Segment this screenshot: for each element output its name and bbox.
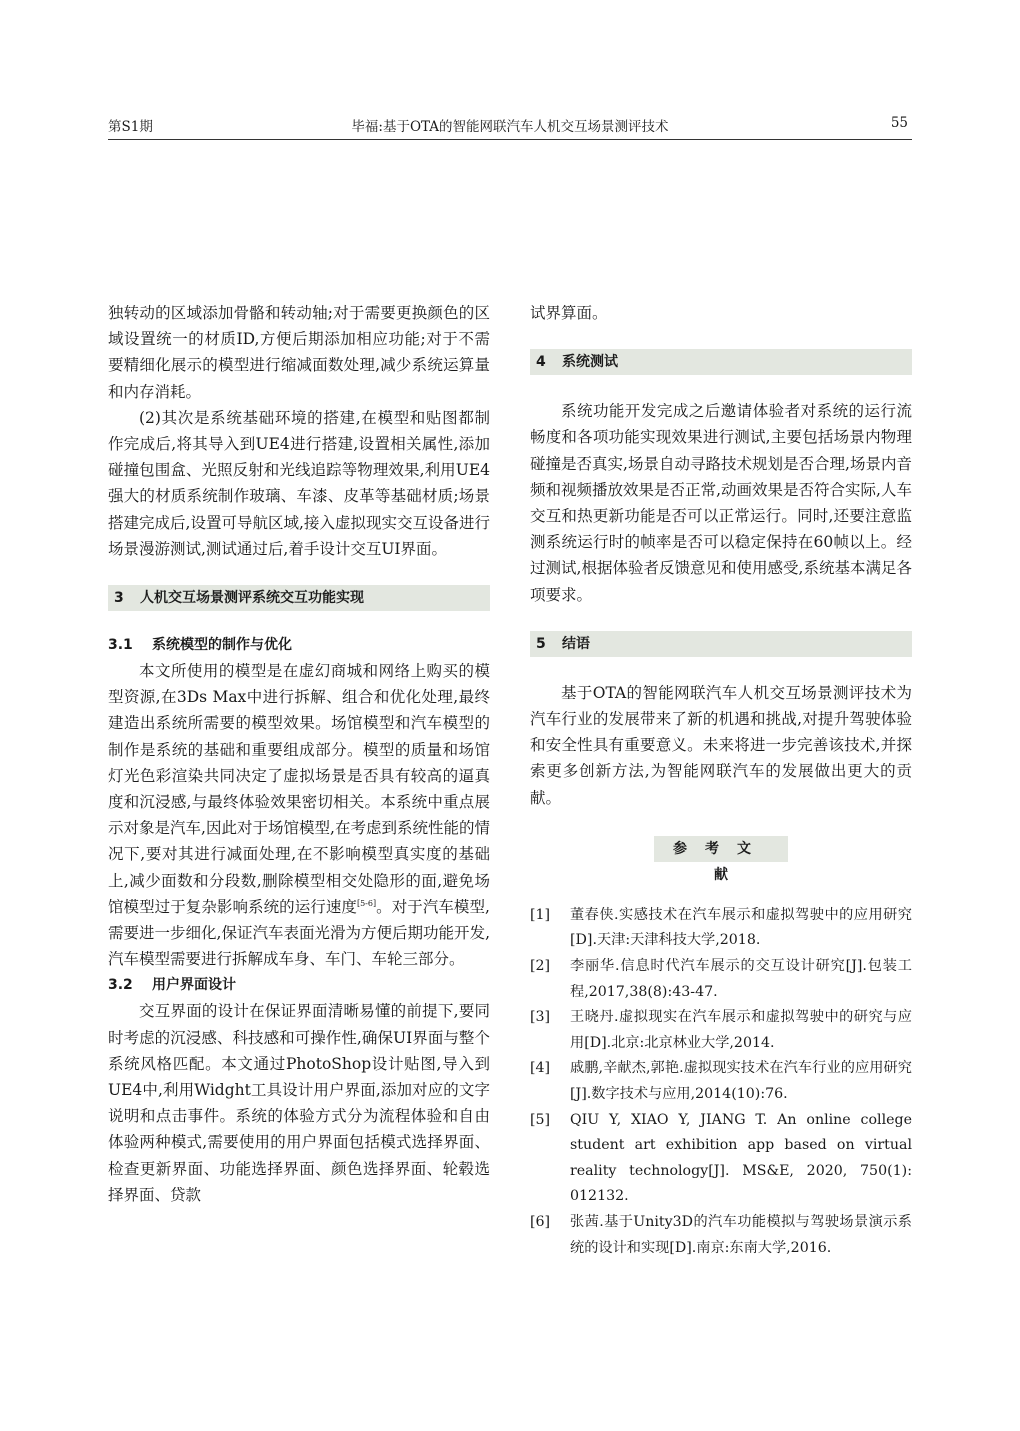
reference-number: [2] bbox=[530, 958, 551, 975]
paragraph-environment-setup: (2)其次是系统基础环境的搭建,在模型和贴图都制作完成后,将其导入到UE4进行搭建,设置相关属性,添加碰撞包围盒、光照反射和光线追踪等物理效果,利用UE4强大的材质系统制作玻璃、车漆、皮革等基础材质;场景搭建完成后,设置可导航区域,接入虚拟现实交互设备进行场景漫游测试,测试通过后,着手设计交互UI界面。 bbox=[108, 408, 490, 558]
subsection-heading-3-2 bbox=[108, 972, 490, 998]
section-heading-3 bbox=[108, 585, 490, 611]
section-heading-4 bbox=[530, 349, 912, 375]
reference-item bbox=[530, 903, 912, 954]
paragraph-text: 本文所使用的模型是在虚幻商城和网络上购买的模型资源,在3Ds Max中进行拆解、组合和优化处理,最终建造出系统所需要的模型效果。场馆模型和汽车模型的制作是系统的基础和重要组成部分。模型的质量和场馆灯光色彩渲染共同决定了虚拟场景是否具有较高的逼真度和沉浸感,与最终体验效果密切相关。本系统中重点展示对象是汽车,因此对于场馆模型,在考虑到系统性能的情况下,要对其进行减面处理,在不影响模型真实度的基础上,减少面数和分段数,删除模型相交处隐形的面,避免场馆模型过于复杂影响系统的运行速度 bbox=[108, 662, 490, 916]
reference-item bbox=[530, 1108, 912, 1210]
paragraph-model-making bbox=[108, 658, 490, 972]
citation: [5-6] bbox=[356, 898, 377, 908]
running-title: 毕福:基于OTA的智能网联汽车人机交互场景测评技术 bbox=[351, 119, 669, 135]
reference-number: [5] bbox=[530, 1111, 551, 1128]
right-column bbox=[530, 300, 912, 1261]
references-heading bbox=[530, 836, 912, 883]
page-number: 55 bbox=[890, 115, 908, 131]
paragraph-continuation: 独转动的区域添加骨骼和转动轴;对于需要更换颜色的区域设置统一的材质ID,方便后期添加相应功能;对于不需要精细化展示的模型进行缩减面数处理,减少系统运算量和内存消耗。 bbox=[108, 304, 490, 401]
paragraph-ui-design: 交互界面的设计在保证界面清晰易懂的前提下,要同时考虑的沉浸感、科技感和可操作性,确保UI界面与整个系统风格匹配。本文通过PhotoShop设计贴图,导入到UE4中,利用Widght工具设计用户界面,添加对应的文字说明和点击事件。系统的体验方式分为流程体验和自由体验两种模式,需要使用的用户界面包括模式选择界面、检查更新界面、功能选择界面、颜色选择界面、轮毂选择界面、贷款 bbox=[108, 1002, 490, 1204]
reference-text: 张茜.基于Unity3D的汽车功能模拟与驾驶场景演示系统的设计和实现[D].南京:东南大学,2016. bbox=[570, 1213, 912, 1256]
reference-item bbox=[530, 954, 912, 1005]
subsection-number: 3.2 bbox=[108, 977, 133, 994]
section-number: 4 bbox=[536, 354, 546, 371]
references-title: 参考文献 bbox=[654, 836, 788, 862]
paragraph-text: 。对于汽车模型,需要进一步细化,保证汽车表面光滑为方便后期功能开发,汽车模型需要进行拆解成车身、车门、车轮三部分。 bbox=[108, 897, 490, 969]
section-title: 系统测试 bbox=[562, 354, 618, 371]
reference-item bbox=[530, 1056, 912, 1107]
paragraph-system-testing: 系统功能开发完成之后邀请体验者对系统的运行流畅度和各项功能实现效果进行测试,主要包括场景内物理碰撞是否真实,场景自动寻路技术规划是否合理,场景内音频和视频播放效果是否正常,动画效果是否符合实际,人车交互和热更新功能是否可以正常运行。同时,还要注意监测系统运行时的帧率是否可以稳定保持在60帧以上。经过测试,根据体验者反馈意见和使用感受,系统基本满足各项要求。 bbox=[530, 402, 912, 604]
subsection-number: 3.1 bbox=[108, 637, 133, 654]
section-title: 人机交互场景测评系统交互功能实现 bbox=[140, 590, 364, 607]
running-header bbox=[108, 113, 912, 140]
left-column bbox=[108, 300, 490, 1208]
reference-number: [3] bbox=[530, 1009, 551, 1026]
reference-text: 董春侠.实感技术在汽车展示和虚拟驾驶中的应用研究[D].天津:天津科技大学,2018. bbox=[570, 906, 912, 949]
subsection-title: 用户界面设计 bbox=[152, 977, 236, 994]
reference-item bbox=[530, 1005, 912, 1056]
subsection-title: 系统模型的制作与优化 bbox=[152, 637, 292, 654]
issue-label: 第S1期 bbox=[108, 119, 153, 135]
subsection-heading-3-1 bbox=[108, 632, 490, 658]
section-number: 3 bbox=[114, 590, 124, 607]
reference-text: 王晓丹.虚拟现实在汽车展示和虚拟驾驶中的研究与应用[D].北京:北京林业大学,2014. bbox=[570, 1009, 912, 1051]
section-title: 结语 bbox=[562, 635, 590, 652]
reference-number: [1] bbox=[530, 906, 551, 923]
reference-text: 李丽华.信息时代汽车展示的交互设计研究[J].包装工程,2017,38(8):43-47. bbox=[570, 958, 912, 1000]
reference-number: [6] bbox=[530, 1213, 551, 1230]
reference-number: [4] bbox=[530, 1060, 551, 1077]
section-number: 5 bbox=[536, 635, 546, 652]
reference-text: QIU Y, XIAO Y, JIANG T. An online college student art exhibition app based on virtual reality technology[J]. MS&E, 2020, 750(1): 012132. bbox=[570, 1111, 912, 1205]
reference-text: 戚鹏,辛献杰,郭艳.虚拟现实技术在汽车行业的应用研究[J].数字技术与应用,2014(10):76. bbox=[570, 1060, 912, 1102]
section-heading-5 bbox=[530, 631, 912, 657]
paragraph-conclusion: 基于OTA的智能网联汽车人机交互场景测评技术为汽车行业的发展带来了新的机遇和挑战,对提升驾驶体验和安全性具有重要意义。未来将进一步完善该技术,并探索更多创新方法,为智能网联汽车的发展做出更大的贡献。 bbox=[530, 683, 912, 807]
paragraph-continuation: 试界算面。 bbox=[530, 304, 608, 322]
reference-list bbox=[530, 903, 912, 1261]
reference-item bbox=[530, 1210, 912, 1261]
